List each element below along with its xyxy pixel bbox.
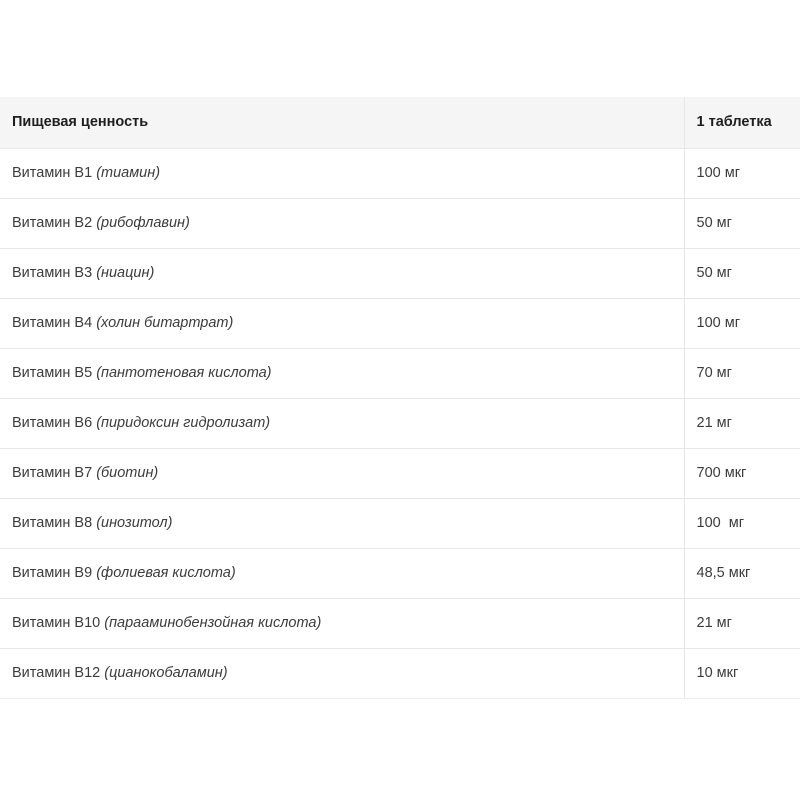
nutrient-cell	[0, 148, 684, 198]
amount-cell: 100 мг	[684, 498, 800, 548]
table-row	[0, 398, 800, 448]
nutrient-note: (ниацин)	[96, 265, 155, 281]
nutrient-name: Витамин B1	[12, 165, 93, 181]
nutrient-cell	[0, 348, 684, 398]
table-header	[0, 97, 800, 148]
nutrient-note: (биотин)	[96, 465, 159, 481]
nutrient-cell	[0, 648, 684, 698]
table-row	[0, 198, 800, 248]
nutrient-name: Витамин B2	[12, 215, 93, 231]
nutrient-name: Витамин B5	[12, 365, 93, 381]
nutrient-note: (рибофлавин)	[96, 215, 190, 231]
nutrient-cell	[0, 548, 684, 598]
amount-cell: 50 мг	[684, 198, 800, 248]
amount-cell: 700 мкг	[684, 448, 800, 498]
amount-cell: 100 мг	[684, 298, 800, 348]
table-row	[0, 298, 800, 348]
header-row	[0, 97, 800, 148]
amount-cell: 21 мг	[684, 398, 800, 448]
table-body	[0, 148, 800, 698]
nutrient-note: (тиамин)	[96, 165, 161, 181]
amount-cell: 50 мг	[684, 248, 800, 298]
nutrient-cell	[0, 398, 684, 448]
nutrient-note: (цианокобаламин)	[104, 665, 228, 681]
header-nutrient: Пищевая ценность	[0, 97, 684, 148]
nutrient-note: (парааминобензойная кислота)	[104, 615, 322, 631]
amount-cell: 10 мкг	[684, 648, 800, 698]
nutrient-cell	[0, 498, 684, 548]
nutrient-cell	[0, 248, 684, 298]
amount-cell: 48,5 мкг	[684, 548, 800, 598]
nutrient-note: (холин битартрат)	[96, 315, 234, 331]
nutrient-name: Витамин B3	[12, 265, 93, 281]
table-row	[0, 448, 800, 498]
table-row	[0, 248, 800, 298]
nutrient-cell	[0, 598, 684, 648]
nutrient-name: Витамин B4	[12, 315, 93, 331]
nutrient-note: (инозитол)	[96, 515, 173, 531]
header-amount: 1 таблетка	[684, 97, 800, 148]
amount-cell: 70 мг	[684, 348, 800, 398]
amount-cell: 100 мг	[684, 148, 800, 198]
table-row	[0, 148, 800, 198]
nutrient-name: Витамин B10	[12, 615, 101, 631]
amount-cell: 21 мг	[684, 598, 800, 648]
nutrient-note: (пантотеновая кислота)	[96, 365, 272, 381]
nutrient-name: Витамин B12	[12, 665, 101, 681]
table-row	[0, 498, 800, 548]
table-row	[0, 598, 800, 648]
table-row	[0, 348, 800, 398]
table-row	[0, 648, 800, 698]
nutrient-name: Витамин B6	[12, 415, 93, 431]
nutrient-cell	[0, 448, 684, 498]
nutrient-note: (пиридоксин гидролизат)	[96, 415, 271, 431]
nutrient-name: Витамин B8	[12, 515, 93, 531]
nutrient-cell	[0, 298, 684, 348]
nutrition-table	[0, 97, 800, 699]
nutrient-name: Витамин B7	[12, 465, 93, 481]
nutrient-cell	[0, 198, 684, 248]
nutrient-name: Витамин B9	[12, 565, 93, 581]
table-row	[0, 548, 800, 598]
nutrient-note: (фолиевая кислота)	[96, 565, 236, 581]
